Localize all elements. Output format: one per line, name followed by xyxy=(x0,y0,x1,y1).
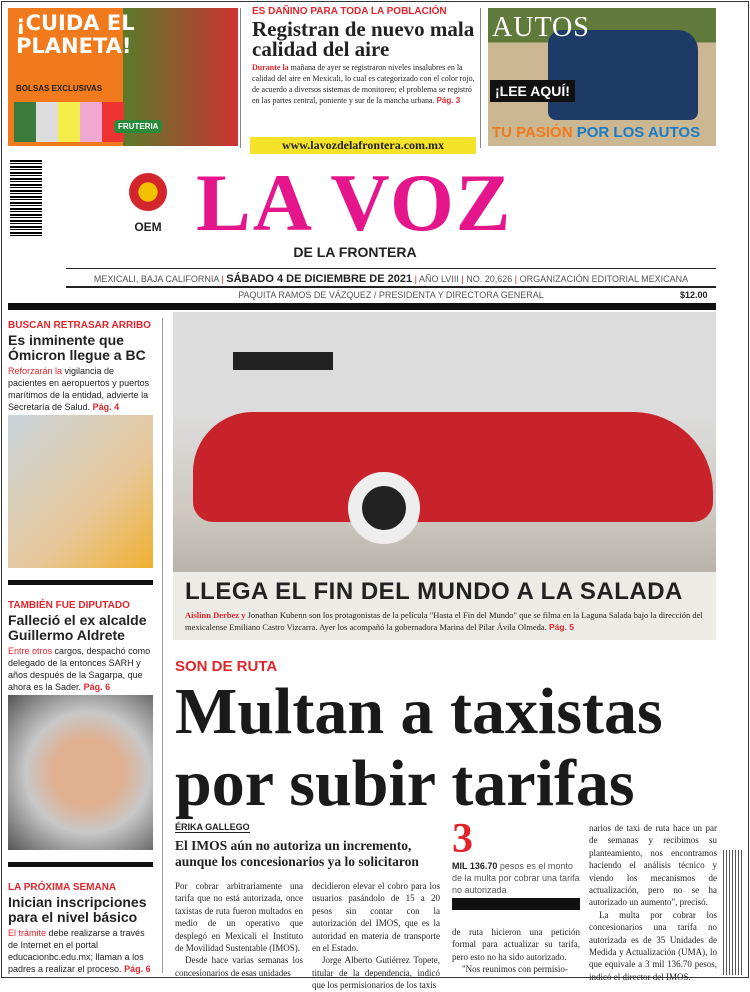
ad-title: AUTOS xyxy=(492,12,590,43)
rule-thick xyxy=(8,303,716,310)
paragraph: "Nos reunimos con permisio- xyxy=(462,964,568,975)
ad-brand: FRUTERIA xyxy=(114,120,162,133)
page-ref: Pág. 3 xyxy=(436,96,461,105)
body: debe realizarse a través de Internet en el portal educacionbc.edu.mx; llaman a los padres a realizar el proceso. xyxy=(8,928,145,974)
paragraph: Jorge Alberto Gutiérrez Topete, titular de la dependencia, indicó que los permisionarios de los taxis xyxy=(312,955,440,991)
organization: ORGANIZACIÓN EDITORIAL MEXICANA xyxy=(519,274,689,284)
dateline: MEXICALI, BAJA CALIFORNIA | SÁBADO 4 DE DICIEMBRE DE 2021 | AÑO LVIII | NO. 20,626 | ORGANIZACIÓN EDITORIAL MEXICANA xyxy=(93,273,689,285)
side-story-omicron[interactable] xyxy=(8,320,153,413)
place: MEXICALI, BAJA CALIFORNIA xyxy=(93,274,219,284)
sun-emblem-icon xyxy=(126,170,170,214)
lead: Aislinn Derbez y xyxy=(185,610,246,620)
page-ref: Pág. 5 xyxy=(548,622,574,632)
body: cargos, despachó como delegado de la entonces SARH y años después de la Sagarpa, que ahora es la Sader. xyxy=(8,646,151,692)
photo-vaccination xyxy=(8,415,153,568)
body: vigilancia de pacientes en aeropuertos y puertos marítimos de la entidad, advierte la Secretaría de Salud. xyxy=(8,366,150,412)
lead: El trámite xyxy=(8,928,47,938)
deck: El IMOS aún no autoriza un incremento, aunque los concesionarios ya lo solicitaron xyxy=(175,838,419,869)
divider xyxy=(480,8,481,148)
oem-text: OEM xyxy=(134,220,162,234)
rule xyxy=(66,286,716,288)
body: mañana de ayer se registraron niveles insalubres en la calidad del aire en Mexicali, lo cual es categorizado con el color rojo, de acuerdo a diversos sistemas de monitoreo; el problema se registró en las partes central, poniente y sur de la mancha urbana. xyxy=(252,63,475,105)
stat-text xyxy=(452,860,582,896)
price: $12.00 xyxy=(680,290,708,300)
stat-bar xyxy=(452,898,580,910)
headline: Inician inscripciones para el nivel básico xyxy=(8,894,147,925)
legal-vertical-text xyxy=(722,850,742,975)
masthead-subtitle: DE LA FRONTERA xyxy=(293,244,417,260)
kicker: TAMBIÉN FUE DIPUTADO xyxy=(8,600,130,611)
paragraph: narios de taxi de ruta hace un par de semanas y recibimos su planteamiento, nos encontramos haciendo el análisis técnico y viendo los mecanismos de actualización, pero no se ha autorizado un aumento", precisó. xyxy=(589,823,717,908)
oem-logo xyxy=(122,170,174,238)
lead: Durante la xyxy=(252,63,289,72)
ad-subtitle: BOLSAS EXCLUSIVAS xyxy=(16,84,103,93)
director: PAQUITA RAMOS DE VÁZQUEZ / PRESIDENTA Y DIRECTORA GENERAL xyxy=(238,290,544,300)
ad-cta: ¡LEE AQUÍ! xyxy=(490,80,575,102)
year: AÑO LVIII xyxy=(418,274,459,284)
rule xyxy=(66,268,716,269)
photo-headline: LLEGA EL FIN DEL MUNDO A LA SALADA xyxy=(185,578,683,605)
kicker: LA PRÓXIMA SEMANA xyxy=(8,882,117,893)
ad-autos[interactable] xyxy=(488,8,716,146)
headline: Es inminente que Ómicron llegue a BC xyxy=(8,332,146,363)
ad-cuida-el-planeta[interactable] xyxy=(8,8,238,146)
paragraph: de ruta hicieron una petición formal para actualizar su tarifa, pero esto no ha sido autorizado. xyxy=(452,927,580,962)
article-column-2 xyxy=(312,880,440,992)
stat-number: 3 xyxy=(452,816,473,862)
top-story[interactable] xyxy=(252,6,477,106)
article-column-3 xyxy=(452,926,580,976)
photo-caption[interactable] xyxy=(173,572,716,640)
stat-desc: pesos es el monto de la multa por cobrar una tarifa no autorizada xyxy=(452,861,580,895)
byline: ÉRIKA GALLEGO xyxy=(175,822,250,832)
stat-bold: MIL 136.70 xyxy=(452,861,498,871)
article-column-4 xyxy=(589,822,717,983)
page-ref: Pág. 4 xyxy=(92,402,120,412)
headline: Falleció el ex alcalde Guillermo Aldrete xyxy=(8,612,147,643)
issue-number: NO. 20,626 xyxy=(466,274,513,284)
page-ref: Pág. 6 xyxy=(83,682,111,692)
side-story-aldrete[interactable] xyxy=(8,600,153,693)
paragraph: Por cobrar arbitrariamente una tarifa que no está autorizada, once taxistas de ruta fueron multados en medio de un operativo que desplegó en Mexicali el Instituto de Movilidad Sustentable (IMOS). xyxy=(175,881,303,954)
website-url[interactable]: www.lavozdelafrontera.com.mx xyxy=(250,137,476,154)
ad-title: ¡CUIDA EL PLANETA! xyxy=(16,11,135,58)
article-column-1 xyxy=(175,880,303,979)
photo-red-car-filming xyxy=(173,312,716,572)
paragraph: Desde hace varias semanas los concesionarios de esas unidades xyxy=(175,955,303,978)
top-story-headline: Registran de nuevo mala calidad del aire xyxy=(252,17,475,61)
lead: Reforzarán la xyxy=(8,366,63,376)
body: Jonathan Kubenn son los protagonistas de la película "Hasta el Fin del Mundo" que se filma en la Laguna Salada bajo la dirección del mexicalense Emiliano Castro Vizcarra. Ayer los acompañó la gobernadora Marina del Pilar Ávila Olmeda. xyxy=(185,610,703,632)
column-divider xyxy=(162,318,163,973)
rule xyxy=(8,862,153,867)
main-kicker: SON DE RUTA xyxy=(175,658,278,675)
kicker: BUSCAN RETRASAR ARRIBO xyxy=(8,320,151,331)
photo-guillermo-aldrete xyxy=(8,695,153,850)
tag-b: POR LOS AUTOS xyxy=(576,124,701,141)
bags-image xyxy=(14,102,124,142)
side-story-inscripciones[interactable] xyxy=(8,882,153,975)
barcode xyxy=(10,160,42,238)
date: SÁBADO 4 DE DICIEMBRE DE 2021 xyxy=(226,273,413,285)
rule xyxy=(8,580,153,585)
main-headline[interactable]: Multan a taxistas por subir tarifas xyxy=(175,675,663,820)
tag-a: TU PASIÓN xyxy=(492,124,573,141)
page-ref: Pág. 6 xyxy=(124,964,151,974)
paragraph: La multa por cobrar los concesionarios una tarifa no autorizada es de 35 Unidades de Medida y Actualización (UMA), lo que equivale a 3 mil 136.70 pesos, indicó el director del IMOS. xyxy=(589,909,717,982)
lead: Entre otros xyxy=(8,646,53,656)
divider xyxy=(240,8,241,148)
masthead-title: LA VOZ xyxy=(196,157,513,248)
top-story-kicker: ES DAÑINO PARA TODA LA POBLACIÓN xyxy=(252,6,447,17)
paragraph: decidieron elevar el cobro para los usuarios pasándolo de 15 a 20 pesos sin contar con la autorización del IMOS, que es la autoridad en materia de transporte en el Estado. xyxy=(312,881,440,954)
